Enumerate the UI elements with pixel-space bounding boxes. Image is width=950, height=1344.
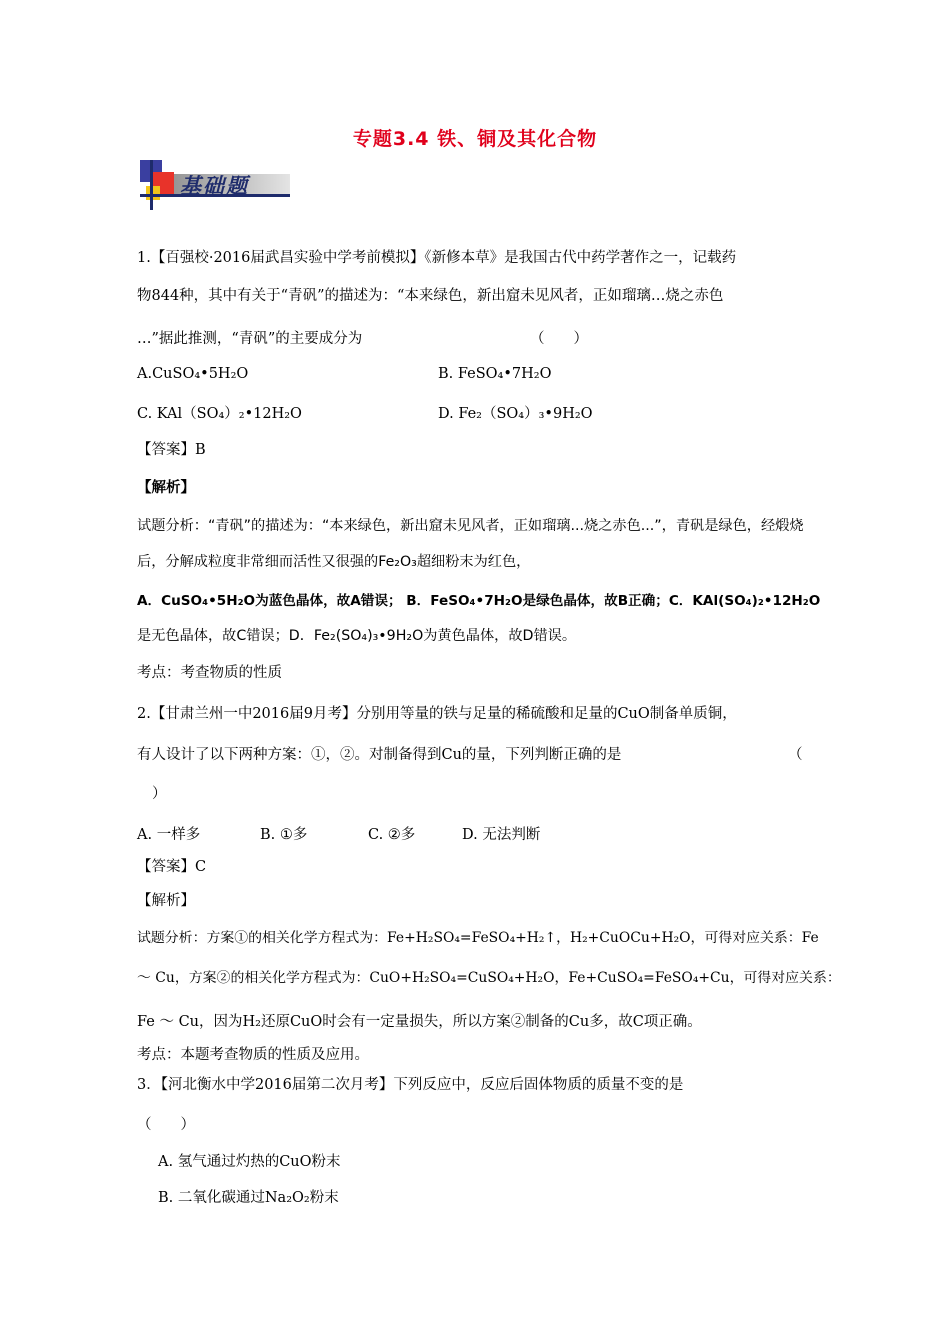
q2-line-2: 有人设计了以下两种方案：①，②。对制备得到Cu的量，下列判断正确的是 (137, 747, 622, 763)
q2-option-b: B. ①多 (260, 827, 308, 843)
q2-option-a: A. 一样多 (137, 827, 201, 843)
q2-answer: 【答案】C (137, 859, 207, 875)
q2-analysis-label: 【解析】 (137, 893, 195, 909)
q2-paren-close: ） (152, 786, 167, 802)
q2-paren-open: （ (788, 747, 803, 763)
q3-option-a: A. 氢气通过灼热的CuO粉末 (158, 1154, 341, 1170)
q1-option-c: C. KAl（SO₄）₂•12H₂O (137, 406, 302, 422)
page-title: 专题3.4 铁、铜及其化合物 (352, 128, 598, 150)
q2-explanation-3: Fe ～ Cu，因为H₂还原CuO时会有一定量损失，所以方案②制备的Cu多，故C项正确。 (137, 1014, 702, 1030)
q3-line-1: 3．【河北衡水中学2016届第二次月考】下列反应中，反应后固体物质的质量不变的是 (137, 1077, 684, 1093)
q1-option-b: B. FeSO₄•7H₂O (438, 366, 552, 382)
q1-point: 考点：考查物质的性质 (137, 665, 282, 681)
q1-option-a: A.CuSO₄•5H₂O (137, 366, 249, 382)
q1-line-1: 1.【百强校·2016届武昌实验中学考前模拟】《新修本草》是我国古代中药学著作之一，记载药 (137, 250, 737, 266)
q1-explanation-4: 是无色晶体，故C错误；D．Fe₂(SO₄)₃•9H₂O为黄色晶体，故D错误。 (137, 628, 577, 644)
q2-explanation-1: 试题分析：方案①的相关化学方程式为：Fe+H₂SO₄=FeSO₄+H₂↑，H₂+CuOCu+H₂O，可得对应关系：Fe (137, 930, 819, 946)
q1-line-2: 物844种，其中有关于“青矾”的描述为：“本来绿色，新出窟未见风者，正如瑠璃…烧之赤色 (137, 288, 724, 304)
banner-yellow-square (146, 186, 160, 200)
q1-analysis-label: 【解析】 (137, 479, 195, 496)
q1-explanation-1: 试题分析：“青矾”的描述为：“本来绿色，新出窟未见风者，正如瑠璃...烧之赤色...”，青矾是绿色，经煅烧 (137, 518, 804, 534)
q1-option-d: D. Fe₂（SO₄）₃•9H₂O (438, 406, 593, 422)
q1-line-3: …”据此推测，“青矾”的主要成分为 (137, 331, 363, 347)
q3-option-b: B. 二氧化碳通过Na₂O₂粉末 (158, 1190, 339, 1206)
q2-line-1: 2.【甘肃兰州一中2016届9月考】分别用等量的铁与足量的稀硫酸和足量的CuO制备单质铜， (137, 706, 737, 722)
q3-paren: （ ） (137, 1117, 195, 1133)
q1-explanation-3: A．CuSO₄•5H₂O为蓝色晶体，故A错误； B．FeSO₄•7H₂O是绿色晶体，故B正确；C．KAl(SO₄)₂•12H₂O (137, 593, 821, 609)
q2-explanation-2: ～ Cu，方案②的相关化学方程式为：CuO+H₂SO₄=CuSO₄+H₂O，Fe+CuSO₄=FeSO₄+Cu，可得对应关系： (137, 970, 841, 986)
banner-vertical-line (150, 160, 153, 210)
q1-paren: （ ） (530, 331, 588, 347)
q1-answer: 【答案】B (137, 442, 206, 458)
q2-point: 考点：本题考查物质的性质及应用。 (137, 1047, 369, 1063)
q2-option-c: C. ②多 (368, 827, 416, 843)
q1-explanation-2: 后，分解成粒度非常细而活性又很强的Fe₂O₃超细粉末为红色， (137, 554, 531, 570)
q2-option-d: D. 无法判断 (462, 827, 541, 843)
banner-label: 基础题 (180, 173, 249, 198)
section-banner (140, 160, 290, 212)
